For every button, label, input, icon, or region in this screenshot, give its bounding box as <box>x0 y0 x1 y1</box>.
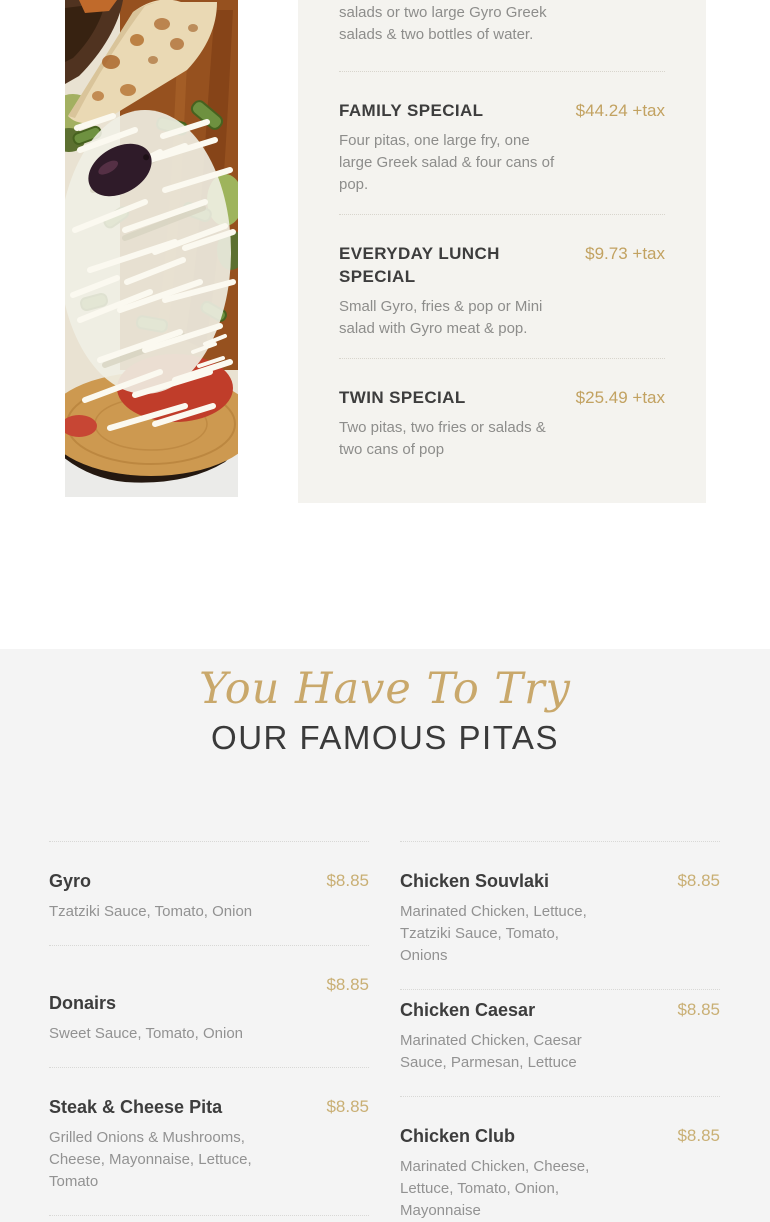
gyro-salad-photo-illustration <box>65 0 238 497</box>
item-header-row <box>339 99 665 122</box>
item-price: $8.85 <box>677 1000 720 1019</box>
price-amount: $44.24 <box>575 101 628 120</box>
item-description: Sweet Sauce, Tomato, Onion <box>49 1025 244 1042</box>
menu-item <box>49 841 369 945</box>
item-price: $8.85 <box>326 1097 369 1116</box>
item-name: EVERYDAY LUNCH SPECIAL <box>339 244 500 286</box>
price-tax-suffix: +tax <box>632 388 665 407</box>
item-description: Small Gyro, fries & pop or Mini salad with Gyro meat & pop. <box>339 298 543 337</box>
food-photo <box>65 0 238 497</box>
menu-item <box>49 945 369 1067</box>
item-description: Grilled Onions & Mushrooms, Cheese, Mayonnaise, Lettuce, Tomato <box>49 1129 252 1190</box>
script-heading: You Have To Try <box>199 664 571 714</box>
item-price: $8.85 <box>677 1126 720 1145</box>
item-price <box>576 99 665 122</box>
item-description: Two pitas, two fries or salads & two cans of pop <box>339 419 546 458</box>
item-header-row <box>49 973 369 1015</box>
item-description: Marinated Chicken, Cheese, Lettuce, Tomato, Onion, Mayonnaise <box>400 1158 590 1219</box>
specials-panel <box>298 0 706 503</box>
section-heading: OUR FAMOUS PITAS <box>211 719 559 756</box>
menu-divider <box>49 1215 369 1217</box>
item-header-row <box>49 869 369 893</box>
item-header-row <box>49 1095 369 1119</box>
item-name: FAMILY SPECIAL <box>339 101 484 120</box>
item-name: Steak & Cheese Pita <box>49 1097 223 1117</box>
item-header-row <box>400 1124 720 1148</box>
menu-item <box>400 1096 720 1222</box>
item-header-row <box>339 386 665 409</box>
item-price <box>585 242 665 265</box>
item-description: Tzatziki Sauce, Tomato, Onion <box>49 903 253 920</box>
menu-item <box>400 989 720 1096</box>
special-item <box>339 71 665 214</box>
item-price: $8.85 <box>677 871 720 890</box>
item-name: Gyro <box>49 871 92 891</box>
item-description: salads or two large Gyro Greek salads & two bottles of water. <box>339 4 547 43</box>
item-name: TWIN SPECIAL <box>339 388 466 407</box>
item-name: Chicken Souvlaki <box>400 871 550 891</box>
famous-pitas-section <box>0 649 770 1222</box>
menu-column-right <box>400 841 720 1222</box>
item-name: Donairs <box>49 993 117 1013</box>
item-price <box>576 386 665 409</box>
item-price: $8.85 <box>326 871 369 890</box>
price-amount: $25.49 <box>575 388 628 407</box>
price-amount: $9.73 <box>585 244 628 263</box>
pitas-menu <box>49 841 721 1222</box>
item-description: Marinated Chicken, Caesar Sauce, Parmesan, Lettuce <box>400 1032 582 1071</box>
item-name: Chicken Club <box>400 1126 516 1146</box>
menu-column-left <box>49 841 369 1222</box>
item-header-row <box>400 869 720 893</box>
item-name: Chicken Caesar <box>400 1000 536 1020</box>
item-header-row <box>339 242 665 288</box>
item-header-row <box>400 998 720 1022</box>
special-item-partial <box>339 0 665 71</box>
item-price: $8.85 <box>326 975 369 994</box>
special-item <box>339 358 665 479</box>
item-description: Four pitas, one large fry, one large Greek salad & four cans of pop. <box>339 132 555 193</box>
menu-item <box>49 1067 369 1215</box>
price-tax-suffix: +tax <box>632 101 665 120</box>
item-description: Marinated Chicken, Lettuce, Tzatziki Sauce, Tomato, Onions <box>400 903 587 964</box>
menu-item <box>400 841 720 989</box>
special-item <box>339 214 665 358</box>
price-tax-suffix: +tax <box>632 244 665 263</box>
